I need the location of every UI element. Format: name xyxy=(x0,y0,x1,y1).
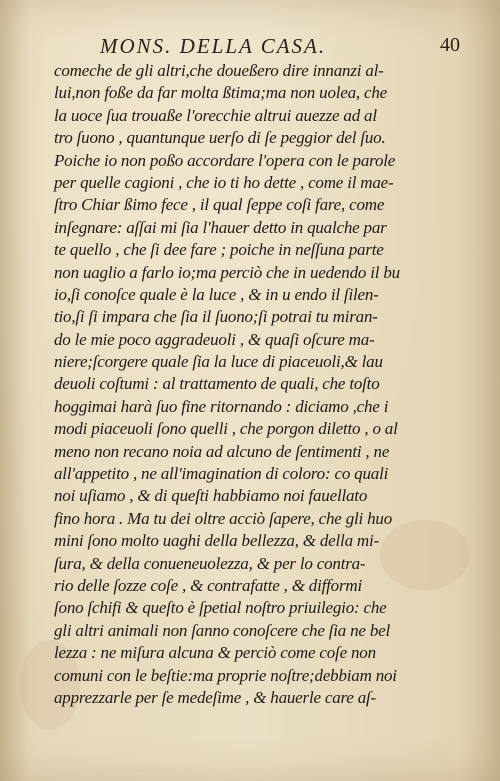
text-line: comeche de gli altri,che doueßero dire innanzi al- xyxy=(54,61,384,80)
text-body xyxy=(54,60,414,709)
text-line: do le mie poco aggradeuoli , & quaſi oſcure ma- xyxy=(54,329,375,349)
text-line: Poiche io non poßo accordare l'opera con le parole xyxy=(54,150,396,170)
text-line: tro ſuono , quantunque uerſo di ſe peggior del ſuo. xyxy=(54,128,386,148)
text-line: non uaglio a farlo io;ma perciò che in uedendo il bu xyxy=(54,262,400,282)
text-line: ſono ſchifi & queſto è ſpetial noſtro priuilegio: che xyxy=(54,598,387,618)
text-line: tio,ſi ſi impara che ſia il ſuono;ſi potrai tu miran- xyxy=(54,307,378,327)
text-line: inſegnare: aſſai mi ſia l'hauer detto in qualche par xyxy=(54,217,387,237)
text-line: gli altri animali non ſanno conoſcere che ſia ne bel xyxy=(54,620,390,640)
text-line: io,ſi conoſce quale è la luce , & in u endo il ſilen- xyxy=(54,284,379,304)
text-line: ſura, & della conueneuolezza, & per lo contra- xyxy=(54,553,366,573)
text-line: comuni con le beſtie:ma proprie noſtre;debbiam noi xyxy=(54,665,397,685)
text-line: te quello , che ſi dee fare ; poiche in neſſuna parte xyxy=(54,240,384,260)
text-line: apprezzarle per ſe medeſime , & hauerle care aſ- xyxy=(54,687,376,707)
text-line: noi uſiamo , & di queſti habbiamo noi fauellato xyxy=(54,486,368,506)
text-line: modi piaceuoli ſono quelli , che porgon diletto , o al xyxy=(54,419,398,439)
text-line: meno non recano noia ad alcuno de ſentimenti , ne xyxy=(54,441,390,461)
text-line: la uoce ſua trouaße l'orecchie altrui auezze ad al xyxy=(54,105,377,125)
text-line: fino hora . Ma tu dei oltre acciò ſapere, che gli huo xyxy=(54,508,392,528)
running-head: MONS. DELLA CASA. xyxy=(100,34,327,58)
page-header xyxy=(100,34,460,62)
text-line: mini ſono molto uaghi della bellezza, & della mi- xyxy=(54,531,379,551)
text-line: lui,non foße da far molta ßtima;ma non uolea, che xyxy=(54,83,387,103)
text-line: all'appetito , ne all'imagination di coloro: co quali xyxy=(54,464,389,484)
text-line: niere;ſcorgere quale ſia la luce di piaceuoli,& lau xyxy=(54,352,383,372)
page-number: 40 xyxy=(440,34,460,56)
text-line: rio delle ſozze coſe , & contrafatte , & difformi xyxy=(54,575,362,595)
text-line: deuoli coſtumi : al trattamento de quali, che toſto xyxy=(54,374,380,394)
text-line: ſtro Chiar ßimo fece , il qual ſeppe coſi fare, come xyxy=(54,195,385,215)
text-line: per quelle cagioni , che io ti ho dette , come il mae- xyxy=(54,172,394,192)
text-line: lezza : ne miſura alcuna & perciò come coſe non xyxy=(54,643,376,663)
text-line: hoggimai harà ſuo fine ritornando : diciamo ,che i xyxy=(54,396,389,416)
